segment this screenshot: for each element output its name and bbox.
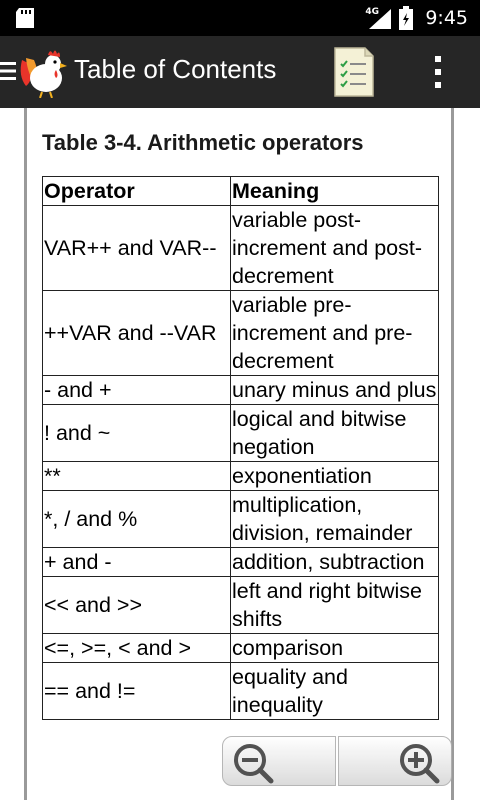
zoom-controls (222, 736, 452, 786)
zoom-out-icon (231, 742, 275, 784)
table-title: Table 3-4. Arithmetic operators (42, 130, 364, 155)
table-row (43, 462, 439, 491)
toc-list-icon[interactable] (333, 46, 375, 98)
meaning-cell: unary minus and plus (231, 376, 439, 405)
meaning-cell: equality and inequality (231, 663, 439, 720)
operator-cell: ++VAR and --VAR (43, 291, 231, 376)
clock: 9:45 (425, 7, 468, 29)
meaning-cell: addition, subtraction (231, 548, 439, 577)
table-row (43, 663, 439, 720)
table-row (43, 291, 439, 376)
sd-card-icon (16, 8, 34, 28)
meaning-cell: variable pre-increment and pre-decrement (231, 291, 439, 376)
header-operator: Operator (43, 177, 231, 206)
operator-cell: *, / and % (43, 491, 231, 548)
table-row (43, 634, 439, 663)
meaning-cell: left and right bitwise shifts (231, 577, 439, 634)
operator-cell: ! and ~ (43, 405, 231, 462)
meaning-cell: logical and bitwise negation (231, 405, 439, 462)
rooster-logo-icon[interactable] (16, 46, 70, 98)
signal-icon (365, 7, 391, 29)
operator-cell: VAR++ and VAR-- (43, 206, 231, 291)
operator-cell: << and >> (43, 577, 231, 634)
content-area[interactable] (0, 108, 480, 800)
operator-cell: == and != (43, 663, 231, 720)
table-row (43, 206, 439, 291)
zoom-in-button[interactable] (338, 736, 452, 786)
table-row (43, 548, 439, 577)
battery-icon (399, 6, 413, 30)
zoom-out-button[interactable] (222, 736, 336, 786)
operators-table (42, 176, 439, 720)
app-bar-title: Table of Contents (74, 54, 277, 84)
table-row (43, 405, 439, 462)
status-bar (0, 0, 480, 36)
zoom-in-icon (397, 742, 441, 784)
operator-cell: + and - (43, 548, 231, 577)
table-header-row (43, 177, 439, 206)
operator-cell: ** (43, 462, 231, 491)
table-row (43, 376, 439, 405)
header-meaning: Meaning (231, 177, 439, 206)
operator-cell: <=, >=, < and > (43, 634, 231, 663)
table-row (43, 577, 439, 634)
overflow-menu-icon[interactable] (428, 54, 448, 90)
meaning-cell: comparison (231, 634, 439, 663)
network-type-label: 4G (365, 7, 379, 17)
table-row (43, 491, 439, 548)
operator-cell: - and + (43, 376, 231, 405)
meaning-cell: variable post-increment and post-decrement (231, 206, 439, 291)
meaning-cell: exponentiation (231, 462, 439, 491)
meaning-cell: multiplication, division, remainder (231, 491, 439, 548)
app-bar (0, 36, 480, 108)
